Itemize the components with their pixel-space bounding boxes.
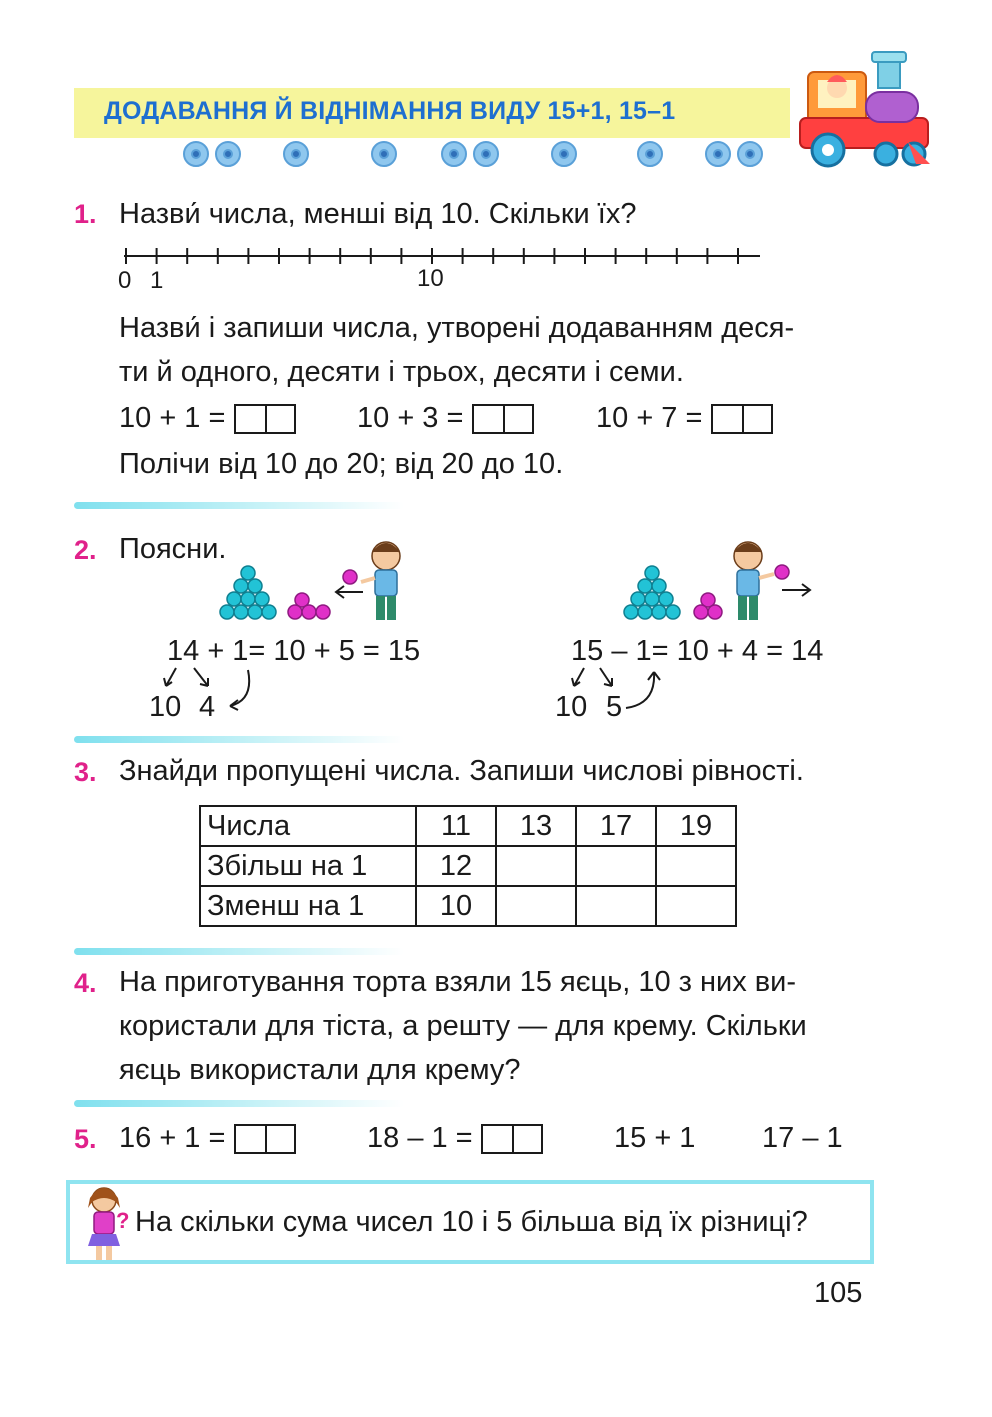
task-number: 3.	[74, 757, 97, 787]
equation	[357, 401, 534, 435]
split-arrows	[150, 664, 270, 714]
table-cell: 19	[656, 806, 736, 846]
task-text: Поясни.	[119, 533, 227, 565]
paragraph-line: Полічи від 10 до 20; від 20 до 10.	[119, 448, 564, 480]
question-text: На скільки сума чисел 10 і 5 більша від їх різниці?	[135, 1206, 808, 1238]
table-cell: 12	[416, 846, 496, 886]
equation: 17 – 1	[762, 1122, 843, 1154]
table-cell: 17	[576, 806, 656, 846]
section-divider	[74, 736, 404, 743]
answer-box[interactable]	[711, 404, 773, 434]
task-number: 4.	[74, 968, 97, 998]
split-number: 5	[606, 691, 623, 723]
equation: 15 + 1	[614, 1122, 696, 1154]
ruler-label: 0	[118, 267, 132, 294]
numbers-table	[199, 805, 737, 927]
wheel-icon	[474, 142, 498, 166]
paragraph-line: На приготування торта взяли 15 яєць, 10 з них ви-	[119, 966, 797, 998]
wheel-icon	[442, 142, 466, 166]
illustration-add	[218, 538, 418, 622]
wheel-icon	[552, 142, 576, 166]
ruler-label: 1	[150, 267, 164, 294]
table-cell-blank[interactable]	[656, 846, 736, 886]
wheel-icon	[638, 142, 662, 166]
page-title: ДОДАВАННЯ Й ВІДНІМАННЯ ВИДУ 15+1, 15–1	[104, 97, 676, 125]
split-number: 10	[149, 691, 182, 723]
equation-text: 10 + 3 =	[357, 402, 464, 434]
table-cell-blank[interactable]	[656, 886, 736, 926]
wheels-row	[170, 138, 810, 172]
equation-text: 10 + 7 =	[596, 402, 703, 434]
table-cell-blank[interactable]	[496, 846, 576, 886]
boy-figure-icon	[361, 542, 400, 620]
answer-box[interactable]	[472, 404, 534, 434]
paragraph-line: Назви́ і запиши числа, утворені додаванням деся-	[119, 312, 795, 344]
split-arrows	[556, 664, 676, 714]
equation	[596, 401, 773, 435]
equation	[119, 1121, 296, 1155]
answer-box[interactable]	[234, 404, 296, 434]
equation-text: 10 + 1 =	[119, 402, 226, 434]
table-cell-blank[interactable]	[576, 846, 656, 886]
table-cell: 10	[416, 886, 496, 926]
split-number: 4	[199, 691, 216, 723]
row-header: Збільш на 1	[200, 846, 416, 886]
wheel-icon	[738, 142, 762, 166]
wheel-icon	[284, 142, 308, 166]
equation: 15 – 1= 10 + 4 = 14	[571, 635, 824, 667]
table-cell-blank[interactable]	[496, 886, 576, 926]
boy-figure-icon	[734, 542, 774, 620]
table-cell: 11	[416, 806, 496, 846]
task-number: 5.	[74, 1124, 97, 1154]
equation: 14 + 1= 10 + 5 = 15	[167, 635, 421, 667]
task-text: Знайди пропущені числа. Запиши числові рівності.	[119, 755, 804, 787]
paragraph-line: яєць використали для крему?	[119, 1054, 521, 1086]
paragraph-line: користали для тіста, а решту — для крему. Скільки	[119, 1010, 807, 1042]
task-text: Назви́ числа, менші від 10. Скільки їх?	[119, 198, 637, 230]
split-number: 10	[555, 691, 588, 723]
ruler-label: 10	[417, 265, 444, 292]
section-divider	[74, 502, 404, 509]
section-divider	[74, 1100, 404, 1107]
equation-text: 18 – 1 =	[367, 1122, 473, 1154]
answer-box[interactable]	[234, 1124, 296, 1154]
task-number: 2.	[74, 535, 97, 565]
train-icon	[790, 48, 940, 173]
table-cell-blank[interactable]	[576, 886, 656, 926]
wheel-icon	[372, 142, 396, 166]
task-number: 1.	[74, 199, 97, 229]
wheel-icon	[216, 142, 240, 166]
equation	[367, 1121, 543, 1155]
row-header: Зменш на 1	[200, 886, 416, 926]
table-row	[200, 886, 736, 926]
equation-text: 16 + 1 =	[119, 1122, 226, 1154]
table-row	[200, 846, 736, 886]
equation	[119, 401, 296, 435]
paragraph-line: ти й одного, десяти і трьох, десяти і семи.	[119, 356, 684, 388]
girl-figure-icon	[76, 1184, 132, 1264]
answer-box[interactable]	[481, 1124, 543, 1154]
illustration-subtract	[622, 538, 822, 622]
wheel-icon	[706, 142, 730, 166]
section-divider	[74, 948, 404, 955]
table-cell: 13	[496, 806, 576, 846]
row-header: Числа	[200, 806, 416, 846]
page-number: 105	[814, 1277, 863, 1309]
wheel-icon	[184, 142, 208, 166]
table-row	[200, 806, 736, 846]
svg-text:?: ?	[116, 1208, 130, 1233]
